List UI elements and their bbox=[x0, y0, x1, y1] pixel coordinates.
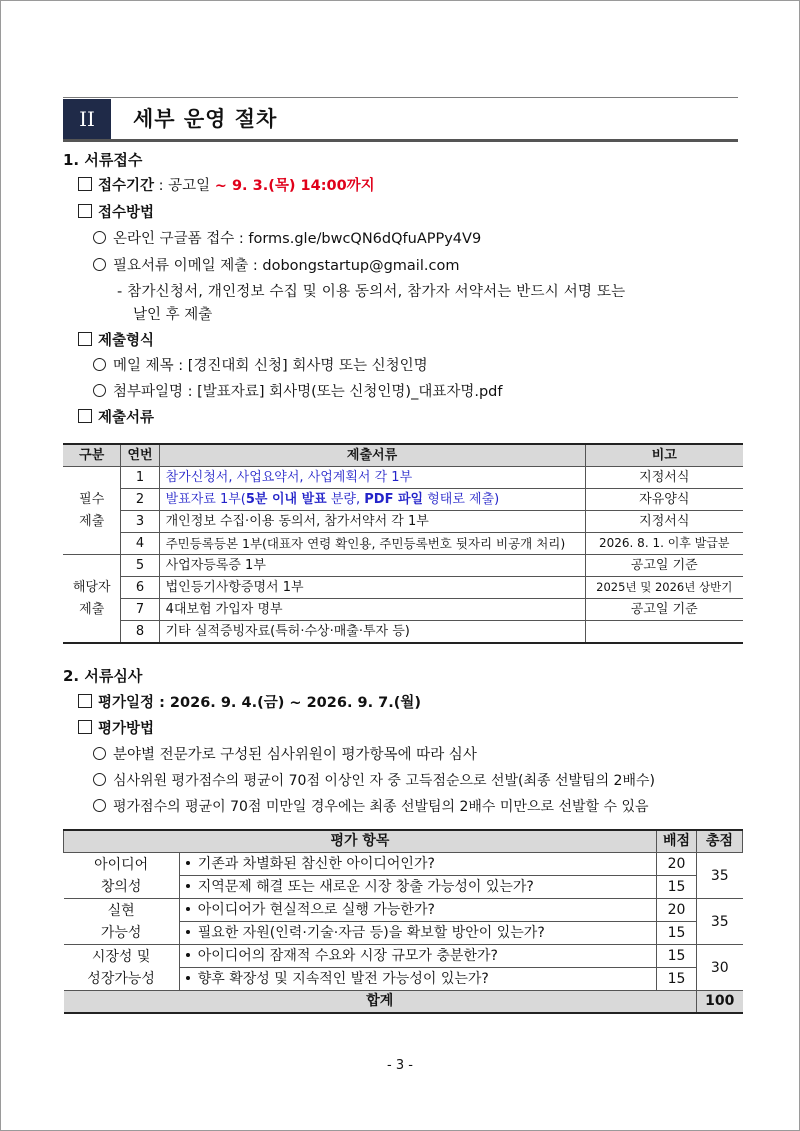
row-no: 6 bbox=[121, 577, 159, 599]
col-header: 배점 bbox=[656, 830, 696, 853]
row-note: 2026. 8. 1. 이후 발급분 bbox=[585, 533, 743, 555]
header-top-rule bbox=[63, 97, 738, 98]
eval-score: 20 bbox=[656, 853, 696, 876]
docs-label: 제출서류 bbox=[98, 410, 155, 426]
chapter-number-box bbox=[63, 99, 111, 139]
period-value: ~ 9. 3.(목) 14:00까지 bbox=[214, 178, 375, 194]
schedule-item bbox=[78, 693, 421, 713]
col-header: 비고 bbox=[585, 444, 743, 467]
evaluation-table bbox=[63, 829, 743, 1014]
eval-group-name: 시장성 및 성장가능성 bbox=[64, 945, 180, 991]
table-row bbox=[64, 899, 743, 922]
period-label: 접수기간 bbox=[98, 178, 155, 194]
col-header: 제출서류 bbox=[159, 444, 585, 467]
row-no: 7 bbox=[121, 599, 159, 621]
row-note bbox=[585, 621, 743, 644]
circle-bullet-icon bbox=[93, 773, 106, 786]
row-note: 2025년 및 2026년 상반기 bbox=[585, 577, 743, 599]
online-text: 온라인 구글폼 접수 : forms.gle/bwcQN6dQfuAPPy4V9 bbox=[113, 231, 482, 247]
col-header: 연번 bbox=[121, 444, 159, 467]
sum-value: 100 bbox=[697, 991, 743, 1014]
row-no: 2 bbox=[121, 489, 159, 511]
table-row bbox=[63, 555, 743, 577]
sum-label: 합계 bbox=[64, 991, 697, 1014]
table-row bbox=[63, 599, 743, 621]
table-header-row bbox=[64, 830, 743, 853]
eval-item: 필요한 자원(인력·기술·자금 등)을 확보할 방안이 있는가? bbox=[179, 922, 656, 945]
header-bottom-rule bbox=[63, 139, 738, 142]
eval-group-name: 아이디어 창의성 bbox=[64, 853, 180, 899]
eval-score: 20 bbox=[656, 899, 696, 922]
row-no: 5 bbox=[121, 555, 159, 577]
attach-name-text: 첨부파일명 : [발표자료] 회사명(또는 신청인명)_대표자명.pdf bbox=[113, 384, 503, 400]
col-header: 평가 항목 bbox=[64, 830, 657, 853]
eval-item: 기존과 차별화된 참신한 아이디어인가? bbox=[179, 853, 656, 876]
format-label: 제출형식 bbox=[98, 333, 155, 349]
row-note: 자유양식 bbox=[585, 489, 743, 511]
eval-method-1: 분야별 전문가로 구성된 심사위원이 평가항목에 따라 심사 bbox=[93, 745, 477, 765]
row-doc: 기타 실적증빙자료(특허·수상·매출·투자 등) bbox=[159, 621, 585, 644]
checkbox-icon bbox=[78, 409, 92, 423]
online-item bbox=[93, 229, 481, 249]
row-doc: 법인등기사항증명서 1부 bbox=[159, 577, 585, 599]
chapter-title: 세부 운영 절차 bbox=[133, 107, 278, 131]
table-sum-row bbox=[64, 991, 743, 1014]
eval-item: 향후 확장성 및 지속적인 발전 가능성이 있는가? bbox=[179, 968, 656, 991]
table-row bbox=[63, 467, 743, 489]
method-label: 접수방법 bbox=[98, 205, 155, 221]
table-row bbox=[64, 945, 743, 968]
row-doc: 4대보험 가입자 명부 bbox=[159, 599, 585, 621]
attach-name-item bbox=[93, 382, 502, 402]
bullet-icon bbox=[186, 907, 190, 911]
note-line-1: - 참가신청서, 개인정보 수집 및 이용 동의서, 참가자 서약서는 반드시 서명 또는 bbox=[117, 284, 626, 300]
section2-heading: 2. 서류심사 bbox=[63, 667, 143, 685]
page-number: - 3 - bbox=[387, 1058, 413, 1073]
group-required: 필수 제출 bbox=[63, 467, 121, 555]
bullet-icon bbox=[186, 953, 190, 957]
bullet-icon bbox=[186, 976, 190, 980]
eval-total: 35 bbox=[697, 853, 743, 899]
row-doc: 주민등록등본 1부(대표자 연령 확인용, 주민등록번호 뒷자리 비공개 처리) bbox=[159, 533, 585, 555]
circle-bullet-icon bbox=[93, 358, 106, 371]
format-item bbox=[78, 331, 154, 351]
row-doc: 발표자료 1부(5분 이내 발표 분량, PDF 파일 형태로 제출) bbox=[159, 489, 585, 511]
circle-bullet-icon bbox=[93, 231, 106, 244]
mail-title-text: 메일 제목 : [경진대회 신청] 회사명 또는 신청인명 bbox=[113, 358, 428, 374]
eval-total: 30 bbox=[697, 945, 743, 991]
note-line-2: 날인 후 제출 bbox=[133, 307, 213, 323]
email-text: 필요서류 이메일 제출 : dobongstartup@gmail.com bbox=[113, 258, 460, 274]
eval-method-2: 심사위원 평가점수의 평균이 70점 이상인 자 중 고득점순으로 선발(최종 선발팀의 2배수) bbox=[93, 771, 655, 791]
eval-item: 지역문제 해결 또는 새로운 시장 창출 가능성이 있는가? bbox=[179, 876, 656, 899]
eval-score: 15 bbox=[656, 945, 696, 968]
checkbox-icon bbox=[78, 332, 92, 346]
eval-group-name: 실현 가능성 bbox=[64, 899, 180, 945]
row-note: 지정서식 bbox=[585, 467, 743, 489]
row-note: 공고일 기준 bbox=[585, 555, 743, 577]
circle-bullet-icon bbox=[93, 799, 106, 812]
table-row bbox=[63, 621, 743, 644]
period-sep: : 공고일 bbox=[154, 178, 215, 194]
chapter-number: II bbox=[79, 107, 95, 131]
row-no: 1 bbox=[121, 467, 159, 489]
checkbox-icon bbox=[78, 204, 92, 218]
documents-table bbox=[63, 443, 743, 644]
row-note: 공고일 기준 bbox=[585, 599, 743, 621]
section1-heading: 1. 서류접수 bbox=[63, 151, 143, 169]
row-no: 4 bbox=[121, 533, 159, 555]
email-item bbox=[93, 256, 459, 276]
table-row bbox=[64, 853, 743, 876]
table-header-row bbox=[63, 444, 743, 467]
row-no: 3 bbox=[121, 511, 159, 533]
bullet-icon bbox=[186, 884, 190, 888]
eval-item: 아이디어의 잠재적 수요와 시장 규모가 충분한가? bbox=[179, 945, 656, 968]
group-applicable: 해당자 제출 bbox=[63, 555, 121, 644]
eval-method-item bbox=[78, 719, 154, 739]
eval-item: 아이디어가 현실적으로 실행 가능한가? bbox=[179, 899, 656, 922]
bullet-icon bbox=[186, 930, 190, 934]
row-note: 지정서식 bbox=[585, 511, 743, 533]
mail-title-item bbox=[93, 356, 428, 376]
col-header: 구분 bbox=[63, 444, 121, 467]
table-row bbox=[63, 577, 743, 599]
col-header: 총점 bbox=[697, 830, 743, 853]
eval-total: 35 bbox=[697, 899, 743, 945]
row-doc: 참가신청서, 사업요약서, 사업계획서 각 1부 bbox=[159, 467, 585, 489]
eval-method-3: 평가점수의 평균이 70점 미만일 경우에는 최종 선발팀의 2배수 미만으로 선발할 수 있음 bbox=[93, 797, 649, 817]
table-row bbox=[63, 533, 743, 555]
schedule-value: : 2026. 9. 4.(금) ~ 2026. 9. 7.(월) bbox=[154, 695, 422, 711]
eval-method-label: 평가방법 bbox=[98, 721, 155, 737]
row-doc: 개인정보 수집·이용 동의서, 참가서약서 각 1부 bbox=[159, 511, 585, 533]
docs-item bbox=[78, 408, 154, 428]
row-doc: 사업자등록증 1부 bbox=[159, 555, 585, 577]
circle-bullet-icon bbox=[93, 747, 106, 760]
table-row bbox=[63, 511, 743, 533]
eval-score: 15 bbox=[656, 876, 696, 899]
eval-score: 15 bbox=[656, 968, 696, 991]
circle-bullet-icon bbox=[93, 384, 106, 397]
bullet-icon bbox=[186, 861, 190, 865]
checkbox-icon bbox=[78, 177, 92, 191]
row-no: 8 bbox=[121, 621, 159, 644]
method-item bbox=[78, 203, 154, 223]
checkbox-icon bbox=[78, 720, 92, 734]
table-row bbox=[63, 489, 743, 511]
period-item bbox=[78, 176, 375, 196]
schedule-label: 평가일정 bbox=[98, 695, 155, 711]
checkbox-icon bbox=[78, 694, 92, 708]
circle-bullet-icon bbox=[93, 258, 106, 271]
eval-score: 15 bbox=[656, 922, 696, 945]
